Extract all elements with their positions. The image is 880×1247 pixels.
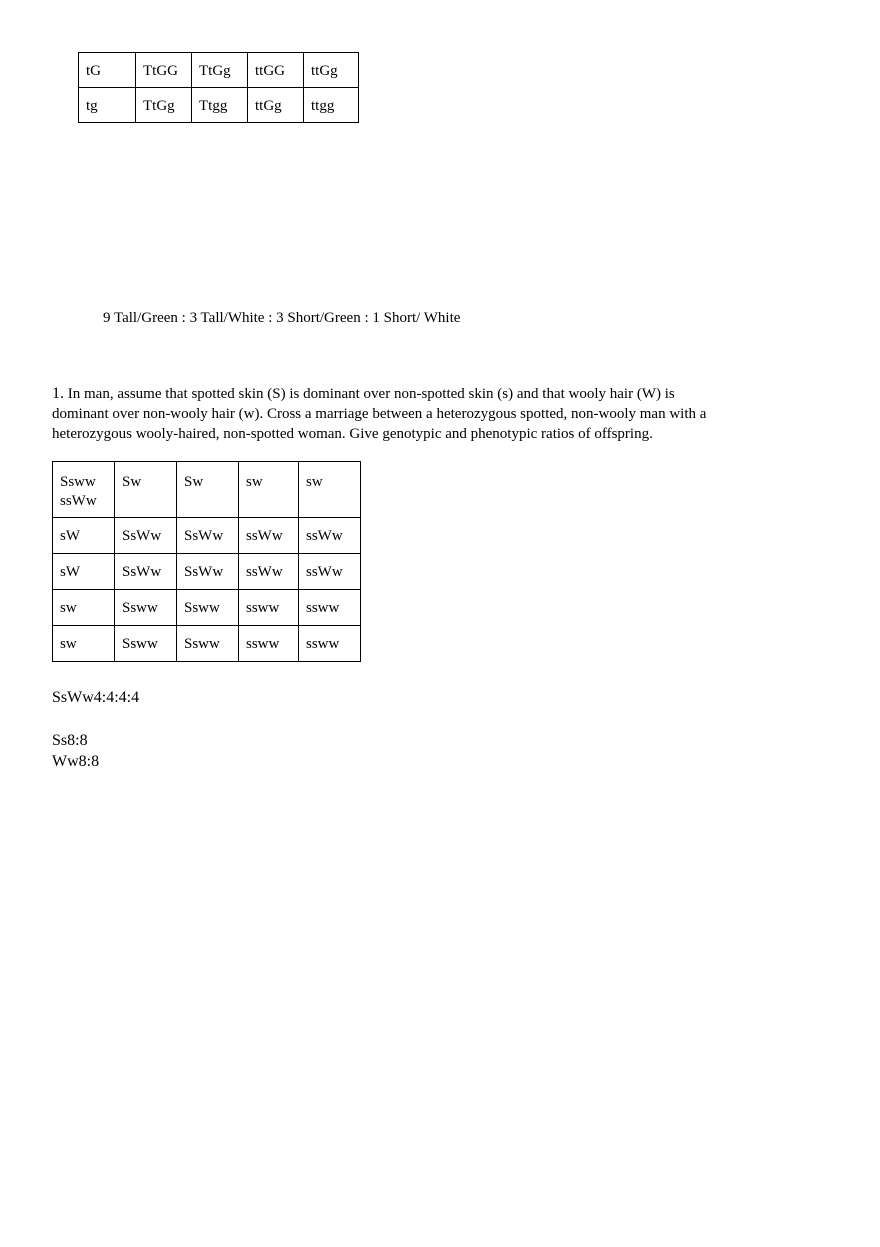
table-cell: ssww [239, 626, 299, 662]
table-cell: ssWw [239, 518, 299, 554]
table-cell: ssWw [299, 554, 361, 590]
gamete-label: sW [53, 518, 115, 554]
table-cell: SsWw [115, 518, 177, 554]
gamete-header: Sw [115, 462, 177, 518]
parent-genotype: Ssww [60, 474, 96, 490]
gamete-header: sw [299, 462, 361, 518]
table-row [53, 590, 361, 626]
gamete-label: sw [53, 590, 115, 626]
table-row [79, 53, 359, 88]
gamete-header: Sw [177, 462, 239, 518]
table-cell: Ssww [177, 626, 239, 662]
table-cell: tg [79, 88, 136, 123]
table-cell: Ssww [115, 626, 177, 662]
table-cell: ttGg [304, 53, 359, 88]
table-cell: TtGg [192, 53, 248, 88]
table-cell: ssww [239, 590, 299, 626]
skin-ratio-answer: Ss8:8 [52, 732, 88, 749]
question-paragraph [52, 384, 772, 444]
dihybrid-table [78, 52, 359, 123]
gamete-header: sw [239, 462, 299, 518]
table-cell: ssWw [299, 518, 361, 554]
question-line: heterozygous wooly-haired, non-spotted woman. Give genotypic and phenotypic ratios of offspring. [52, 426, 653, 442]
table-cell: ssww [299, 590, 361, 626]
question-line: dominant over non-wooly hair (w). Cross a marriage between a heterozygous spotted, non-wooly man with a [52, 406, 707, 422]
table-row [53, 626, 361, 662]
table-row [53, 554, 361, 590]
table-header-row [53, 462, 361, 518]
question-number: 1. [52, 385, 64, 402]
table-cell: TtGg [136, 88, 192, 123]
hair-ratio-answer: Ww8:8 [52, 753, 100, 770]
table-row [53, 518, 361, 554]
table-cell: ttgg [304, 88, 359, 123]
table-cell: SsWw [177, 518, 239, 554]
table-cell: ttGG [248, 53, 304, 88]
table-cell: SsWw [115, 554, 177, 590]
table-cell: ttGg [248, 88, 304, 123]
parent-genotype: ssWw [60, 493, 97, 509]
table-cell: ssww [299, 626, 361, 662]
question-line [52, 384, 772, 404]
corner-cell [53, 462, 115, 518]
table-cell: Ssww [115, 590, 177, 626]
table-row [79, 88, 359, 123]
gamete-label: sw [53, 626, 115, 662]
table-cell: Ssww [177, 590, 239, 626]
genotype-ratio-answer: SsWw4:4:4:4 [52, 689, 140, 706]
gamete-label: sW [53, 554, 115, 590]
table-cell: SsWw [177, 554, 239, 590]
table-cell: TtGG [136, 53, 192, 88]
table-cell: tG [79, 53, 136, 88]
table-cell: ssWw [239, 554, 299, 590]
phenotype-ratio-summary: 9 Tall/Green : 3 Tall/White : 3 Short/Green : 1 Short/ White [103, 310, 461, 326]
question-text: In man, assume that spotted skin (S) is dominant over non-spotted skin (s) and that wooly hair (W) is [67, 386, 675, 402]
punnett-square [52, 461, 361, 662]
table-cell: Ttgg [192, 88, 248, 123]
